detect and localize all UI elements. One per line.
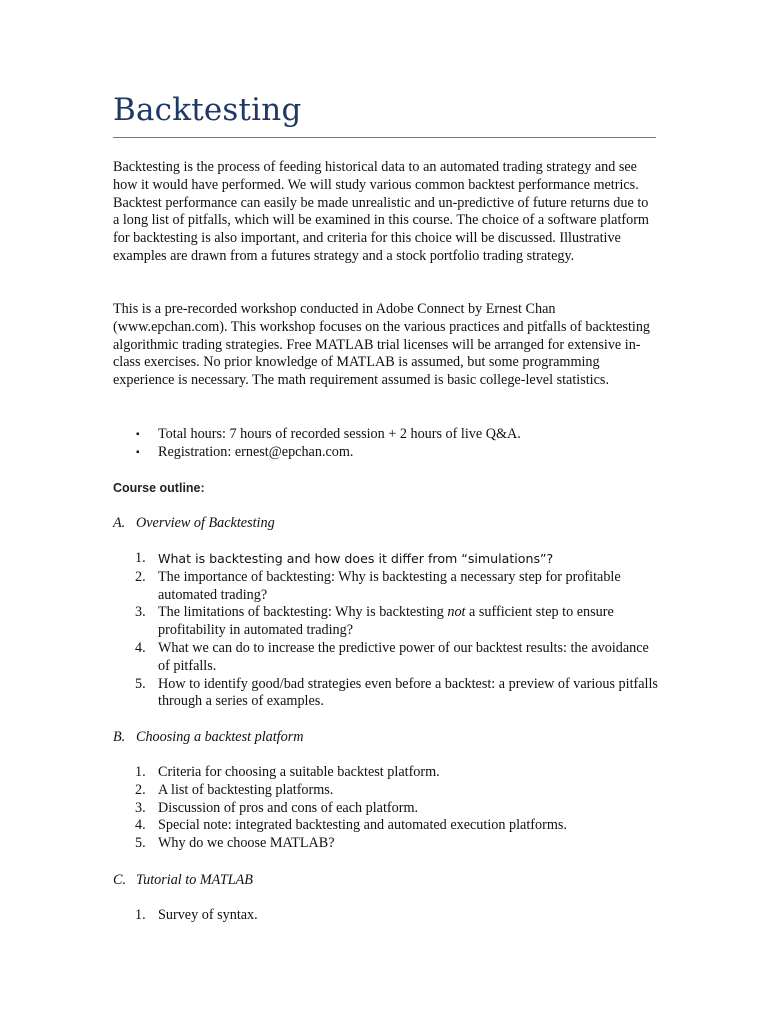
- bullet-item-total-hours: [113, 426, 658, 444]
- item-text: Why do we choose MATLAB?: [158, 835, 335, 852]
- bullet-text: Registration: ernest@epchan.com.: [158, 443, 354, 460]
- list-item: [113, 800, 658, 818]
- section-title: Overview of Backtesting: [136, 515, 275, 531]
- intro-paragraph: Backtesting is the process of feeding historical data to an automated trading strategy and see how it would have performed. We will study various common backtest performance metrics. Backtest performance can easily be made unrealistic and un-predictive of future returns due to a long list of pitfalls, which will be examined in this course. The choice of a software platform for backtesting is also important, and criteria for this choice will be discussed. Illustrative examples are drawn from a futures strategy and a stock portfolio trading strategy.: [113, 159, 649, 264]
- list-item: [113, 907, 658, 925]
- item-number: 4.: [135, 817, 146, 834]
- bullet-icon: ▪: [136, 446, 140, 458]
- section-letter: B.: [113, 729, 126, 745]
- item-number: 2.: [135, 568, 146, 585]
- item-text: Criteria for choosing a suitable backtest platform.: [158, 764, 440, 780]
- bullet-icon: ▪: [136, 429, 140, 440]
- item-text-emphasis: not: [447, 604, 466, 621]
- item-number: 4.: [135, 639, 146, 656]
- item-text: What is backtesting and how does it differ from “simulations”?: [158, 551, 554, 566]
- list-item: [113, 640, 658, 676]
- section-c-list: [113, 907, 658, 925]
- item-text-after: a sufficient step to ensure profitability in automated trading?: [158, 604, 614, 639]
- item-text: A list of backtesting platforms.: [158, 781, 334, 798]
- item-text: What we can do to increase the predictive power of our backtest results: the avoidance of pitfalls.: [158, 639, 649, 674]
- info-bullet-list: [113, 426, 658, 462]
- bullet-text: Total hours: 7 hours of recorded session + 2 hours of live Q&A.: [158, 426, 521, 442]
- section-title: Choosing a backtest platform: [136, 729, 304, 745]
- list-item: [113, 835, 658, 853]
- section-title: Tutorial to MATLAB: [136, 872, 253, 888]
- item-text: Survey of syntax.: [158, 907, 258, 923]
- section-heading-c: [113, 872, 253, 890]
- item-number: 1.: [135, 764, 146, 780]
- item-number: 5.: [135, 675, 146, 692]
- list-item: [113, 676, 658, 712]
- item-number: 1.: [135, 550, 146, 566]
- section-letter: C.: [113, 872, 127, 888]
- section-letter: A.: [113, 515, 126, 531]
- list-item: [113, 569, 658, 605]
- item-text-before: The limitations of backtesting: Why is backtesting: [158, 604, 448, 621]
- item-text: Discussion of pros and cons of each platform.: [158, 799, 419, 816]
- list-item: [113, 550, 658, 569]
- course-outline-heading: Course outline:: [113, 481, 205, 495]
- title-underline: [113, 137, 656, 138]
- workshop-paragraph: This is a pre-recorded workshop conducted in Adobe Connect by Ernest Chan (www.epchan.com). This workshop focuses on the various practices and pitfalls of backtesting algorithmic trading strategies. Free MATLAB trial licenses will be arranged for extensive in-class exercises. No prior knowledge of MATLAB is assumed, but some programming experience is necessary. The math requirement assumed is basic college-level statistics.: [113, 301, 651, 389]
- list-item: [113, 817, 658, 835]
- section-heading-a: [113, 515, 275, 533]
- list-item: [113, 604, 658, 640]
- item-text: How to identify good/bad strategies even before a backtest: a preview of various pitfalls through a series of examples.: [158, 675, 658, 710]
- item-number: 2.: [135, 781, 146, 798]
- list-item: [113, 764, 658, 782]
- document-title: Backtesting: [113, 92, 302, 128]
- item-text: Special note: integrated backtesting and automated execution platforms.: [158, 817, 567, 834]
- bullet-item-registration: [113, 444, 658, 462]
- section-heading-b: [113, 729, 304, 747]
- section-a-list: [113, 550, 658, 711]
- section-b-list: [113, 764, 658, 853]
- item-number: 3.: [135, 604, 146, 621]
- item-number: 3.: [135, 799, 146, 816]
- item-text: The importance of backtesting: Why is backtesting a necessary step for profitable automated trading?: [158, 568, 621, 603]
- list-item: [113, 782, 658, 800]
- item-number: 1.: [135, 907, 146, 923]
- item-number: 5.: [135, 835, 146, 852]
